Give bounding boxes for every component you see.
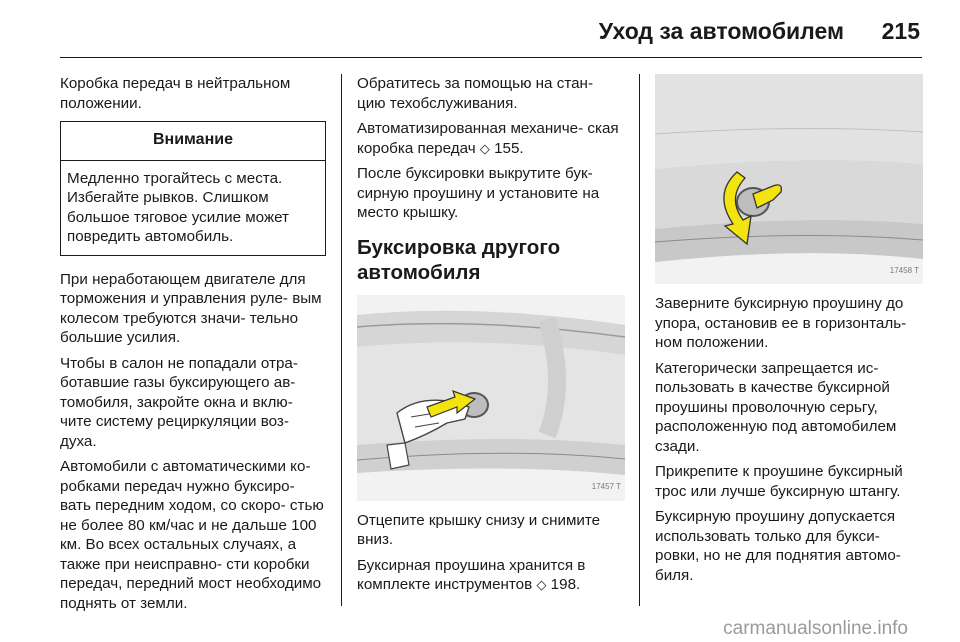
figure-cover-removal — [357, 295, 625, 501]
paragraph-prohibited: Категорически запрещается ис- пользовать в качестве буксирной проушины проволочную серьгу, расположенную под автомобилем сзади. — [655, 359, 897, 455]
paragraph-service: Обратитесь за помощью на стан- цию техобслуживания. — [357, 75, 593, 112]
bumper-cover-illustration — [357, 295, 625, 501]
figure-eye-screwing — [655, 74, 923, 284]
column-1 — [60, 74, 326, 619]
gearbox-text: Автоматизированная механиче- ская коробка передач — [357, 120, 619, 157]
section-heading: Буксировка другого автомобиля — [357, 235, 561, 284]
paragraph-engine-off: При неработающем двигателе для торможения и управления руле- вым колесом требуются значи- тельно большие усилия. — [60, 270, 322, 346]
paragraph-storage — [357, 556, 625, 595]
page-title: Уход за автомобилем — [598, 18, 844, 44]
storage-text: Буксирная проушина хранится в комплекте инструментов — [357, 556, 586, 593]
towing-eye-illustration — [655, 74, 923, 284]
page-number: 215 — [881, 18, 920, 44]
storage-ref: 198. — [550, 576, 581, 593]
paragraph-automatic: Автомобили с автоматическими ко- робками передач нужно буксиро- вать передним ходом, со скоро- стью не более 80 км/час и не дальше 100 км. Во всех остальных случаях, а также при неисправно- сти коробки передач, передний мост необходимо поднять от земли. — [60, 458, 324, 612]
column-divider-1 — [341, 74, 342, 606]
paragraph-gearbox — [357, 119, 625, 158]
paragraph-attach-rope: Прикрепите к проушине буксирный трос или лучше буксирную штангу. — [655, 463, 903, 500]
header-rule — [60, 57, 922, 58]
gearbox-ref: 155. — [494, 139, 524, 157]
column-3 — [655, 74, 923, 591]
column-2 — [357, 74, 625, 601]
warning-text: Медленно трогайтесь с места. Избегайте рывков. Слишком большое тяговое усилие может повредить автомобиль. — [67, 169, 290, 245]
paragraph-after-tow: После буксировки выкрутите бук- сирную проушину и установите на место крышку. — [357, 165, 600, 221]
paragraph-screw-in: Заверните буксирную проушину до упора, остановив ее в горизонталь- ном положении. — [655, 295, 907, 351]
page-header — [60, 14, 922, 58]
paragraph-tow-only: Буксирную проушину допускается использовать только для букси- ровки, но не для поднятия автомо- биля. — [655, 508, 901, 584]
figure-code: 17457 T — [591, 482, 621, 491]
page-ref-icon: ◇ — [479, 140, 490, 156]
column-divider-2 — [639, 74, 640, 606]
paragraph-exhaust: Чтобы в салон не попадали отра- ботавшие газы буксирующего ав- томобиля, закройте окна и вклю- чите систему рециркуляции воз- духа. — [60, 354, 298, 450]
warning-title: Внимание — [61, 122, 325, 161]
watermark: carmanualsonline.info — [723, 618, 908, 639]
paragraph-neutral: Коробка передач в нейтральном положении. — [60, 75, 291, 112]
page-ref-icon: ◇ — [536, 577, 547, 592]
figure-code: 17458 T — [889, 265, 919, 275]
warning-box — [60, 121, 326, 256]
paragraph-unhook: Отцепите крышку снизу и снимите вниз. — [357, 511, 601, 548]
